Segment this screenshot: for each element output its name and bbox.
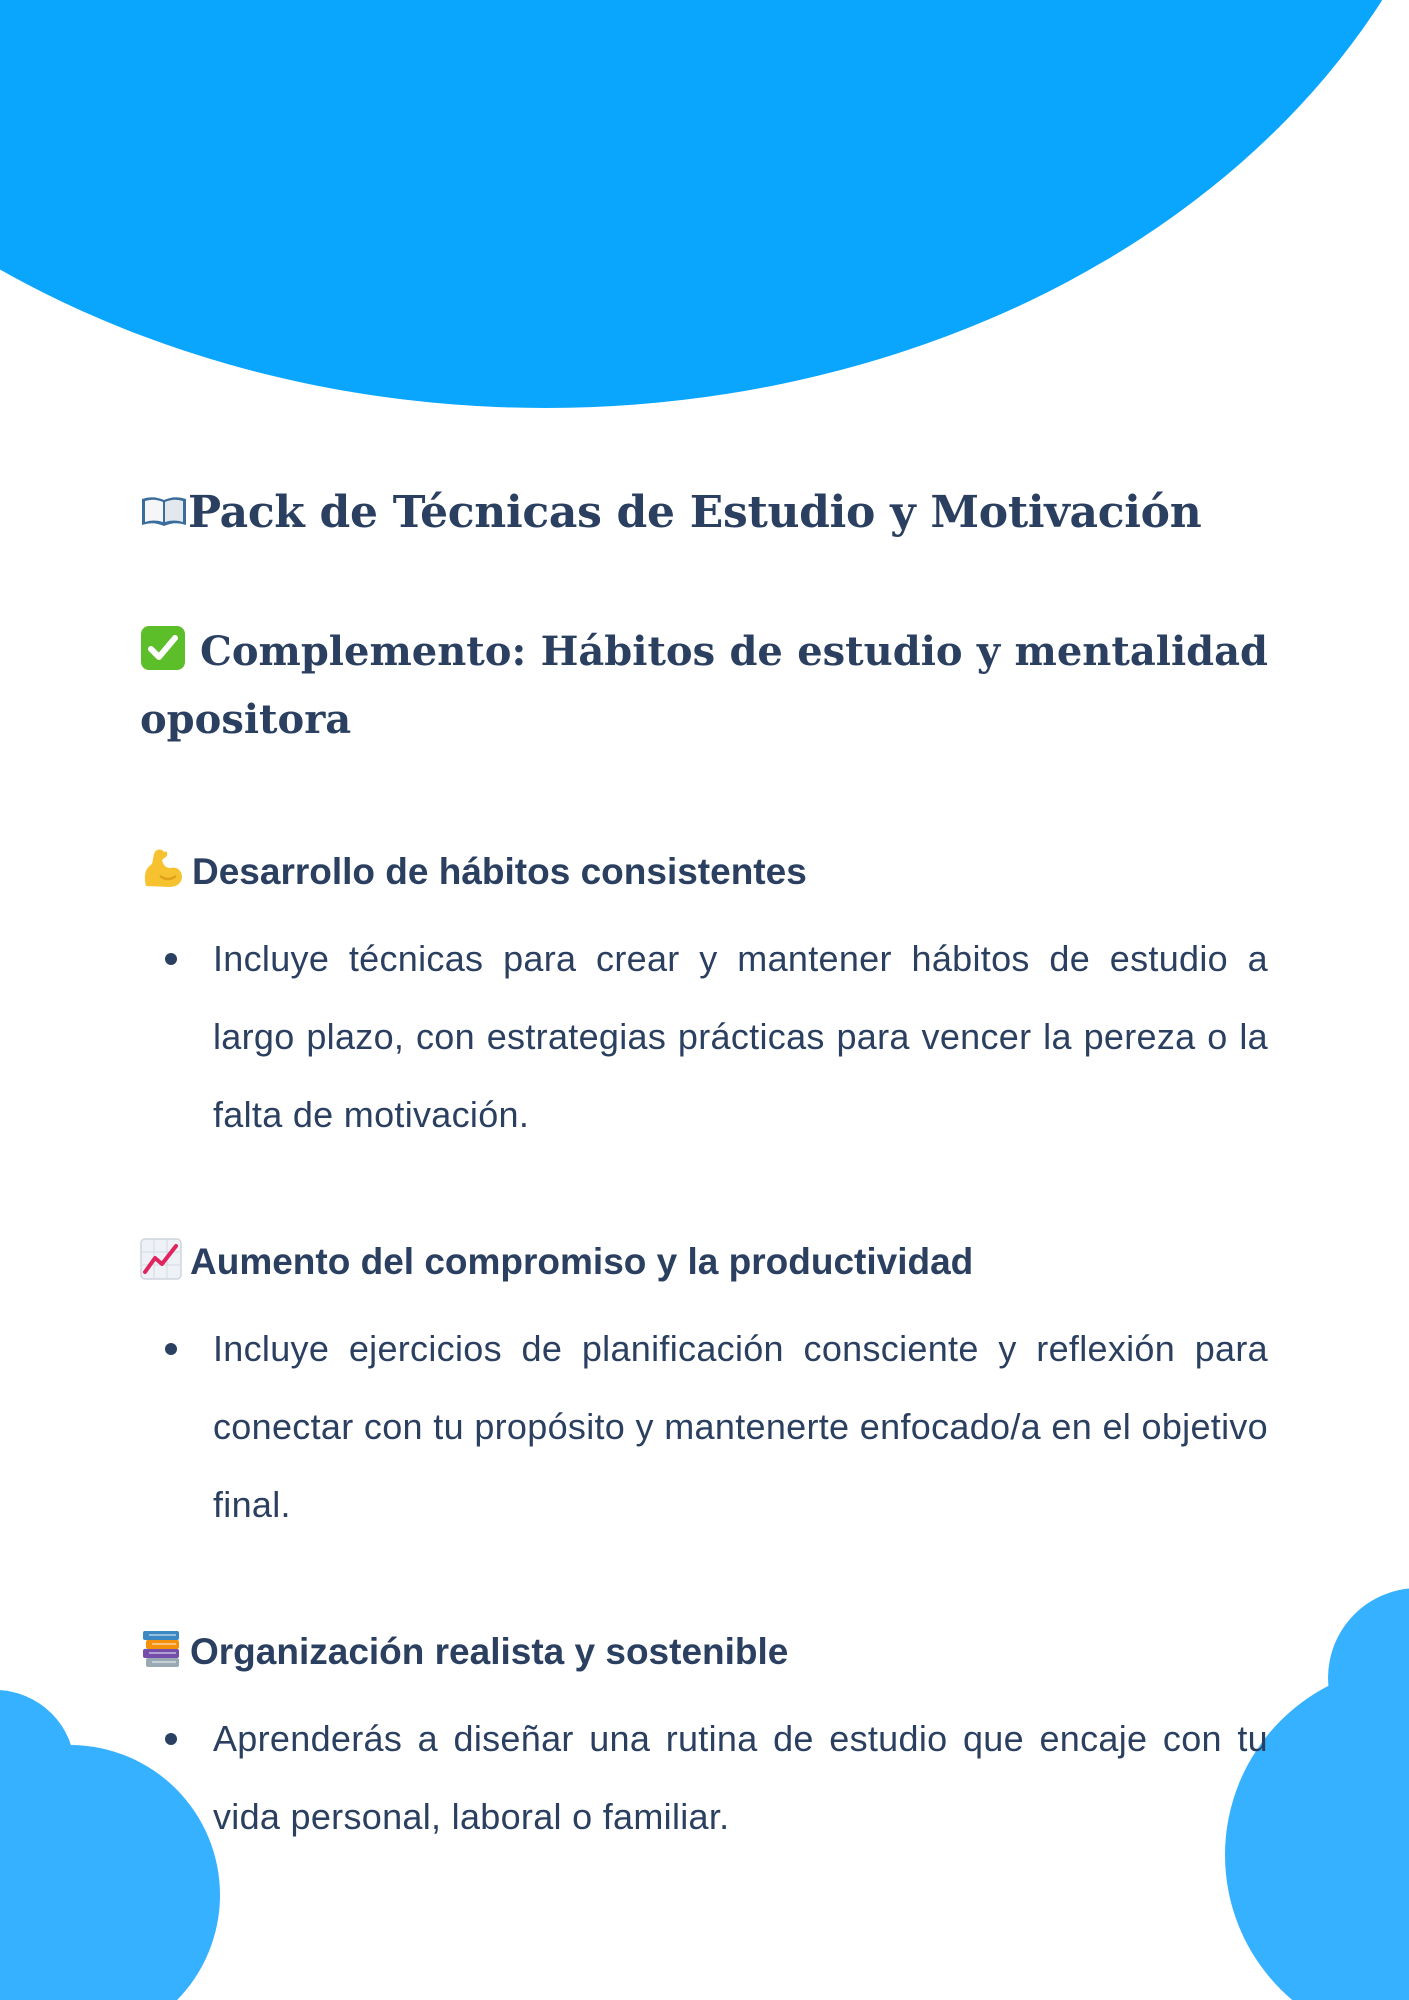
bullet-dot: [165, 1343, 177, 1355]
books-icon: [140, 1628, 182, 1670]
flexed-biceps-icon: [140, 846, 184, 890]
bullet-list: [140, 920, 1268, 1154]
section-heading-text: Organización realista y sostenible: [190, 1631, 789, 1672]
bullet-dot: [165, 953, 177, 965]
subtitle-text: Complemento: Hábitos de estudio y mentalidad opositora: [140, 628, 1268, 743]
list-item-text: Aprenderás a diseñar una rutina de estudio que encaje con tu vida personal, laboral o familiar.: [213, 1718, 1268, 1837]
bullet-dot: [165, 1733, 177, 1745]
list-item-text: Incluye ejercicios de planificación consciente y reflexión para conectar con tu propósito y mantenerte enfocado/a en el objetivo final.: [213, 1328, 1268, 1525]
section-heading-text: Aumento del compromiso y la productividad: [190, 1241, 974, 1282]
list-item-text: Incluye técnicas para crear y mantener hábitos de estudio a largo plazo, con estrategias prácticas para vencer la pereza o la falta de motivación.: [213, 938, 1268, 1135]
title-text: Pack de Técnicas de Estudio y Motivación: [188, 487, 1202, 538]
page-title: [140, 480, 1201, 546]
section-heading: [140, 842, 1268, 902]
list-item: [213, 1310, 1268, 1544]
section-commitment: [140, 1232, 1268, 1544]
open-book-icon: [140, 495, 188, 529]
check-mark-icon: [140, 625, 186, 671]
bullet-list: [140, 1310, 1268, 1544]
list-item: [213, 1700, 1268, 1856]
section-habits: [140, 842, 1268, 1154]
subtitle: [140, 618, 1268, 754]
list-item: [213, 920, 1268, 1154]
bullet-list: [140, 1700, 1268, 1856]
section-heading: [140, 1622, 1268, 1682]
section-heading-text: Desarrollo de hábitos consistentes: [192, 851, 807, 892]
section-organization: [140, 1622, 1268, 1856]
trending-chart-icon: [140, 1238, 182, 1280]
section-heading: [140, 1232, 1268, 1292]
top-blue-arc: [0, 0, 1409, 408]
